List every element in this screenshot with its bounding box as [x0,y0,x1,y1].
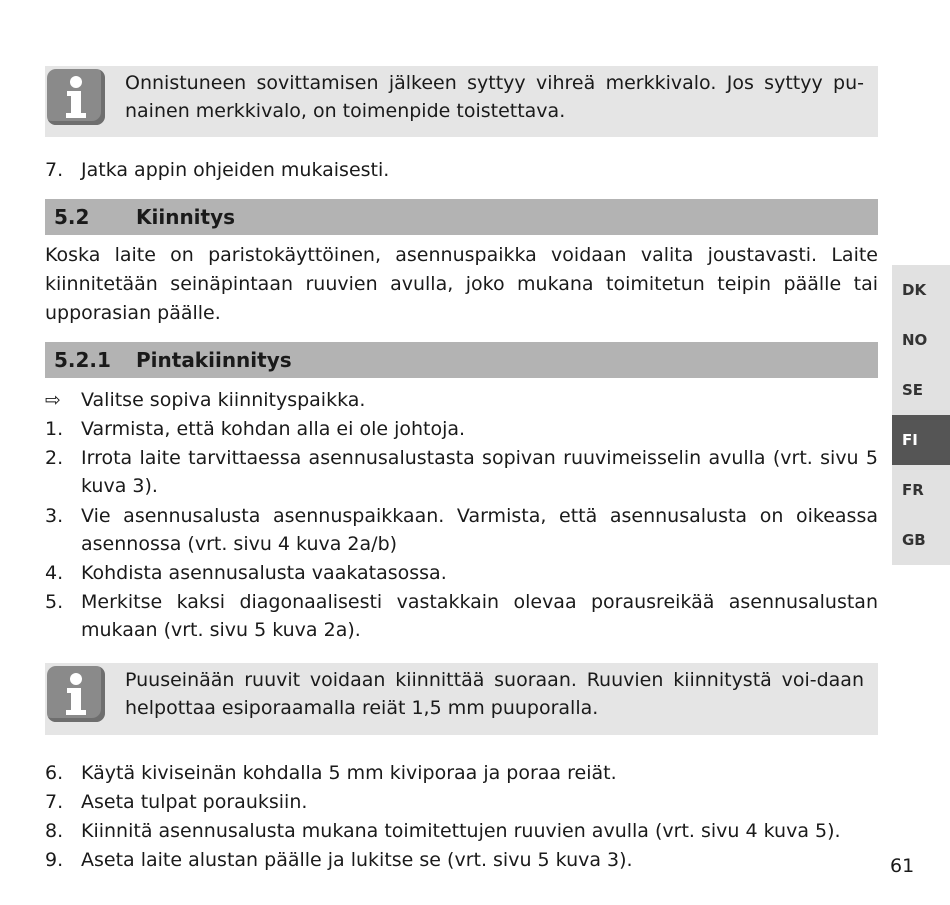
page-number: 61 [890,855,915,877]
info-icon [47,666,105,722]
info-note [45,66,878,137]
info-icon [47,69,105,125]
section-title: Kiinnitys [136,205,236,229]
section-number: 5.2 [54,205,90,229]
list-text: Jatka appin ohjeiden mukaisesti. [81,159,390,181]
list-number: 7. [45,159,64,181]
list-text: Kiinnitä asennusalusta mukana toimitettujen ruuvien avulla (vrt. sivu 4 kuva 5). [81,820,841,842]
list-number: 9. [45,849,64,871]
list-text: Valitse sopiva kiinnityspaikka. [81,389,366,411]
tab-fr[interactable]: FR [892,465,950,515]
list-text: Käytä kiviseinän kohdalla 5 mm kiviporaa ja poraa reiät. [81,762,617,784]
list-number: 4. [45,562,64,584]
list-text: Aseta tulpat porauksiin. [81,791,308,813]
list-text: Irrota laite tarvittaessa asennusalustasta sopivan ruuvimeisselin avulla (vrt. sivu 5 kuva 3). [81,447,878,497]
list-number: 6. [45,762,64,784]
info-note-text: Onnistuneen sovittamisen jälkeen syttyy vihreä merkkivalo. Jos syttyy pu-nainen merkkivalo, on toimenpide toistettava. [125,72,864,122]
list-number: 8. [45,820,64,842]
list-number: 5. [45,591,64,613]
list-number: 2. [45,447,64,469]
list-number: 7. [45,791,64,813]
tab-fi[interactable]: FI [892,415,950,465]
arrow-icon: ⇨ [45,389,61,411]
subsection-heading [45,342,878,378]
list-text: Aseta laite alustan päälle ja lukitse se (vrt. sivu 5 kuva 3). [81,849,633,871]
list-text: Varmista, että kohdan alla ei ole johtoja. [81,418,466,440]
info-note-text: Puuseinään ruuvit voidaan kiinnittää suoraan. Ruuvien kiinnitystä voi-daan helpottaa esiporaamalla reiät 1,5 mm puuporalla. [125,669,864,719]
section-number: 5.2.1 [54,348,111,372]
section-title: Pintakiinnitys [136,348,292,372]
list-text: Vie asennusalusta asennuspaikkaan. Varmista, että asennusalusta on oikeassa asennossa (vrt. sivu 4 kuva 2a/b) [81,505,878,555]
tab-se[interactable]: SE [892,365,950,415]
tab-no[interactable]: NO [892,315,950,365]
section-heading [45,199,878,235]
language-tabs [892,265,950,565]
section-paragraph: Koska laite on paristokäyttöinen, asennuspaikka voidaan valita joustavasti. Laite kiinnitetään seinäpintaan ruuvien avulla, joko mukana toimitetun teipin päälle tai upporasian päälle. [45,244,878,324]
info-note [45,663,878,735]
list-text: Kohdista asennusalusta vaakatasossa. [81,562,447,584]
list-text: Merkitse kaksi diagonaalisesti vastakkain olevaa porausreikää asennusalustan mukaan (vrt. sivu 5 kuva 2a). [81,591,878,641]
tab-dk[interactable]: DK [892,265,950,315]
list-number: 1. [45,418,64,440]
tab-gb[interactable]: GB [892,515,950,565]
list-number: 3. [45,505,64,527]
